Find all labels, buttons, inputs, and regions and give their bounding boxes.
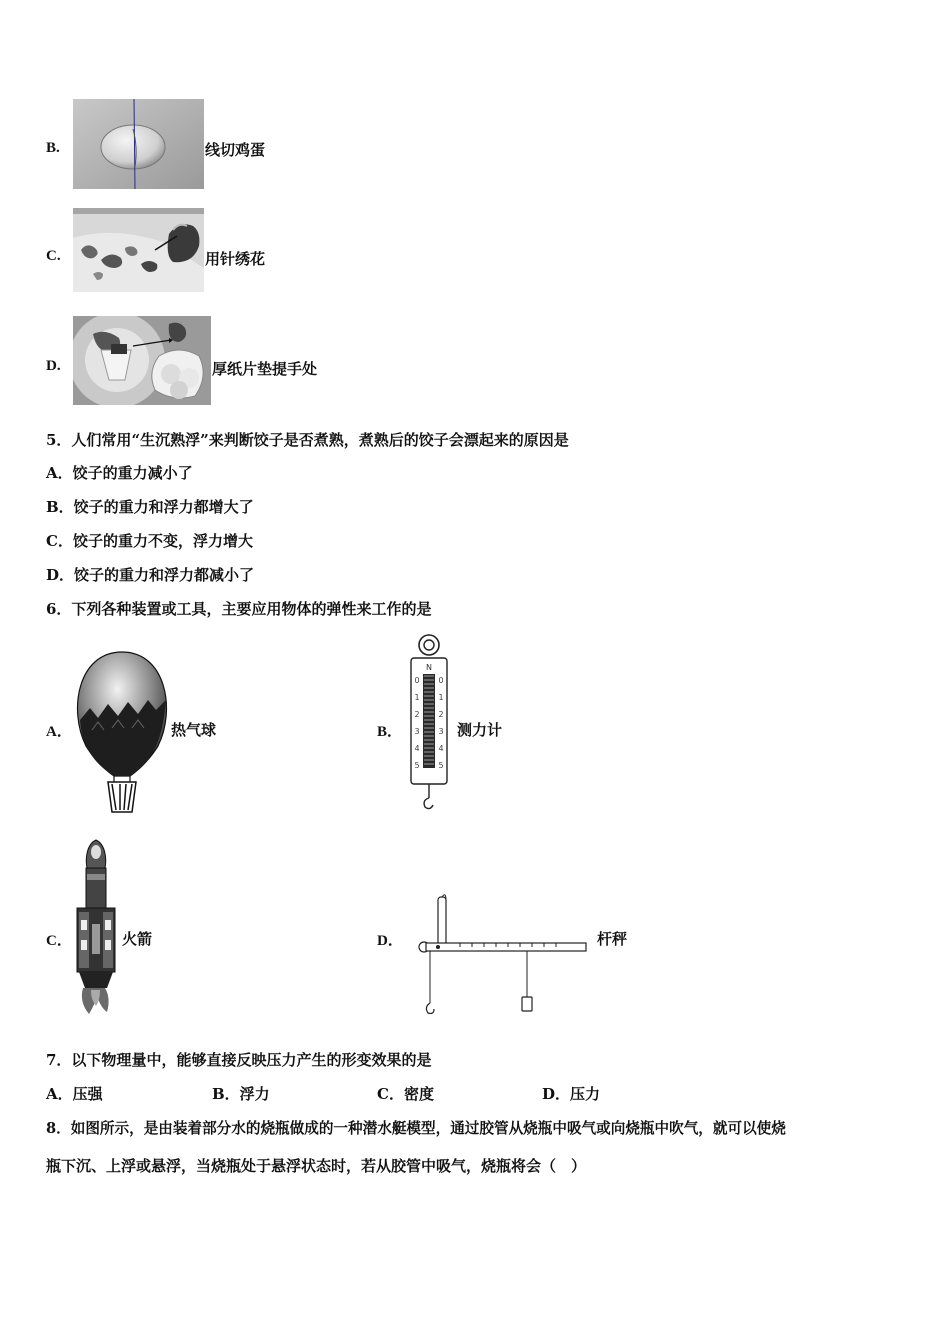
needle-embroidery-photo	[73, 208, 204, 292]
scale-right-tick-label: 2	[438, 710, 444, 719]
steelyard-icon	[400, 893, 590, 1017]
q7-option-d: D．压力	[542, 1085, 601, 1103]
q7-stem: 7．以下物理量中，能够直接反映压力产生的形变效果的是	[46, 1051, 432, 1069]
q7-option-a: A．压强	[46, 1085, 103, 1103]
q4-option-c-caption: 用针绣花	[205, 250, 266, 268]
scale-left-tick-label: 5	[414, 761, 420, 770]
q5-option-b: B．饺子的重力和浮力都增大了	[46, 498, 254, 516]
scale-left-tick-label: 2	[414, 710, 420, 719]
q6-option-b-image	[408, 632, 450, 814]
q5-option-c: C．饺子的重力不变，浮力增大	[46, 532, 253, 550]
q5-option-a: A．饺子的重力减小了	[46, 464, 193, 482]
q7-option-b: B．浮力	[212, 1085, 270, 1103]
q8-stem-line-1: 8．如图所示，是由装着部分水的烧瓶做成的一种潜水艇模型，通过胶管从烧瓶中吸气或向烧瓶中吹气，就可以使烧	[46, 1120, 786, 1137]
q4-option-c-image	[73, 208, 204, 292]
q5-option-d: D．饺子的重力和浮力都减小了	[46, 566, 255, 584]
egg-cut-with-thread-photo	[73, 99, 204, 189]
q4-option-c-letter: C.	[46, 248, 61, 264]
q6-option-d-image	[400, 893, 590, 1017]
scale-right-tick-label: 4	[438, 744, 444, 753]
q4-option-d-caption: 厚纸片垫提手处	[212, 360, 318, 378]
q6-option-d-letter: D．	[377, 933, 403, 949]
q6-option-c-caption: 火箭	[122, 930, 153, 948]
q6-option-d-caption: 杆秤	[597, 930, 628, 948]
scale-left-tick-label: 0	[414, 676, 420, 685]
scale-left-tick-label: 3	[414, 727, 420, 736]
scale-right-tick-label: 3	[438, 727, 444, 736]
q6-option-c-letter: C．	[46, 933, 72, 949]
q7-option-c: C．密度	[377, 1085, 434, 1103]
q4-option-d-image	[73, 316, 211, 405]
scale-right-tick-label: 5	[438, 761, 444, 770]
q6-option-b-letter: B．	[377, 724, 403, 740]
q6-stem: 6．下列各种装置或工具，主要应用物体的弹性来工作的是	[46, 600, 432, 618]
q6-option-a-image	[72, 650, 172, 814]
q8-stem-line-2: 瓶下沉、上浮或悬浮，当烧瓶处于悬浮状态时，若从胶管中吸气，烧瓶将会（ ）	[46, 1157, 587, 1175]
q5-stem: 5．人们常用“生沉熟浮”来判断饺子是否煮熟，煮熟后的饺子会漂起来的原因是	[46, 431, 569, 449]
scale-unit-label: N	[426, 663, 432, 672]
hot-air-balloon-icon	[72, 650, 172, 814]
q6-option-b-caption: 测力计	[457, 721, 503, 739]
scale-right-tick-label: 1	[438, 693, 444, 702]
q6-option-c-image	[73, 838, 119, 1016]
q6-option-a-caption: 热气球	[171, 721, 217, 739]
q4-option-d-letter: D.	[46, 358, 61, 374]
scale-left-tick-label: 4	[414, 744, 420, 753]
spring-scale-icon	[408, 632, 450, 814]
paper-pad-bag-handle-photo	[73, 316, 211, 405]
scale-right-tick-label: 0	[438, 676, 444, 685]
q6-option-a-letter: A．	[46, 724, 72, 740]
q4-option-b-caption: 线切鸡蛋	[205, 141, 266, 159]
rocket-icon	[73, 838, 119, 1016]
q4-option-b-letter: B.	[46, 140, 60, 156]
scale-left-tick-label: 1	[414, 693, 420, 702]
q4-option-b-image	[73, 99, 204, 189]
